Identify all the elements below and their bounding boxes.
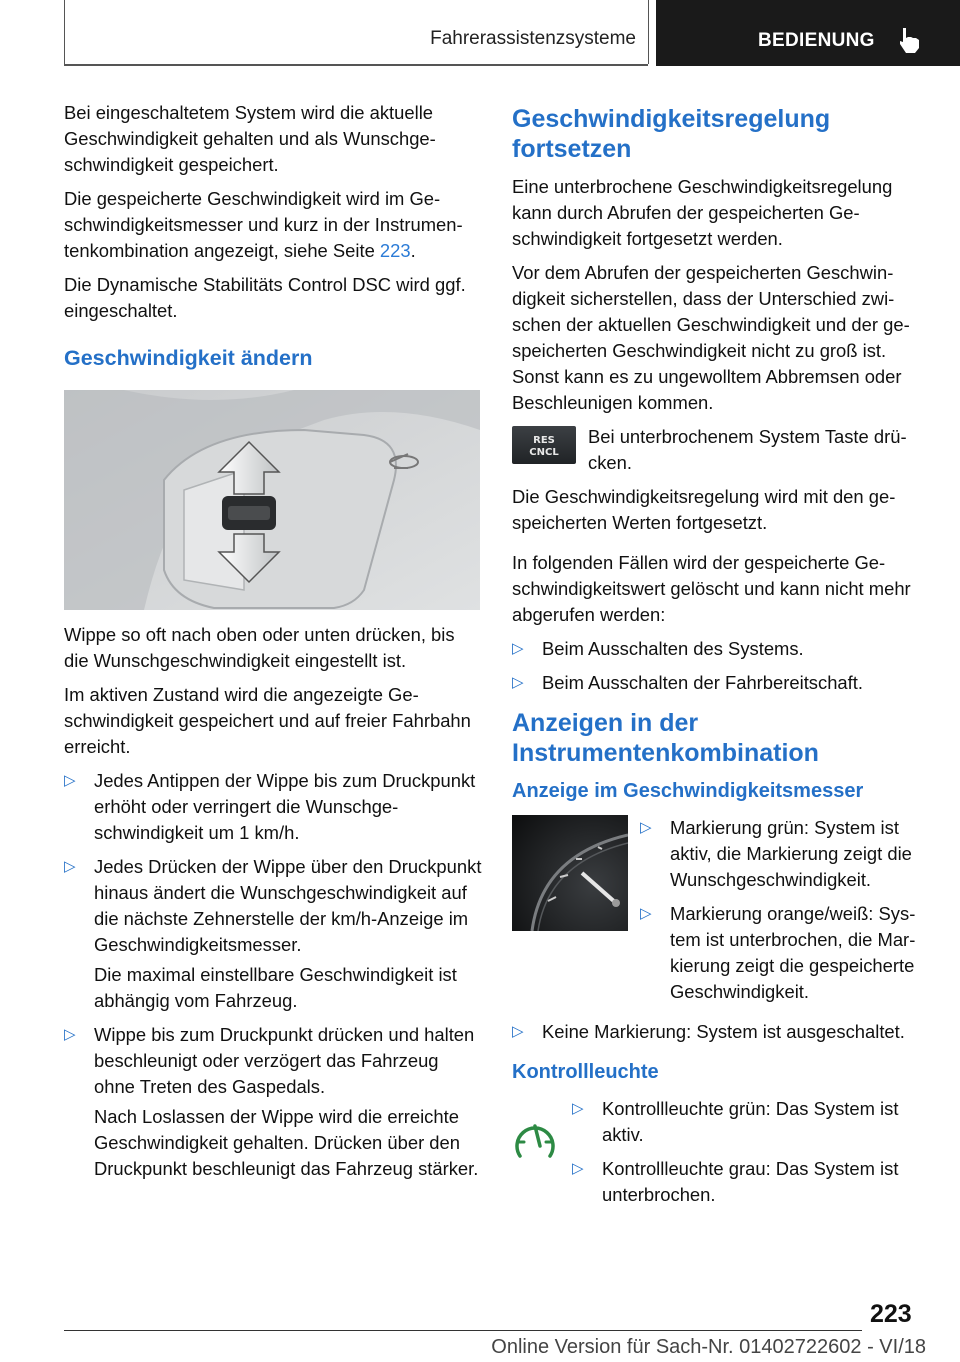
subsection-heading: Anzeige im Geschwindigkeitsmesser xyxy=(512,780,864,802)
res-label: RES xyxy=(533,435,555,446)
paragraph: Wippe so oft nach oben oder unten drücken, bis die Wunschgeschwindigkeit eingestellt ist. xyxy=(64,624,455,671)
gauge-row xyxy=(512,815,928,1013)
section-heading: Geschwindigkeit ändern xyxy=(64,346,313,370)
paragraph-with-link xyxy=(64,186,482,264)
list-text: Keine Markierung: System ist ausgeschaltet. xyxy=(542,1021,905,1042)
paragraph: Bei unterbrochenem System Taste drücken. xyxy=(588,426,907,473)
list-text: Kontrollleuchte grau: Das System ist unterbrochen. xyxy=(602,1158,899,1205)
triangle-bullet-icon: ▷ xyxy=(572,1160,584,1177)
triangle-bullet-icon: ▷ xyxy=(640,905,652,922)
list-item xyxy=(640,815,928,893)
list-text: Beim Ausschalten der Fahrbereitschaft. xyxy=(542,672,863,693)
bullet-list xyxy=(64,768,482,1182)
section-heading: Geschwindigkeitsregelung fortsetzen xyxy=(512,105,831,163)
triangle-bullet-icon: ▷ xyxy=(512,640,524,657)
text: . xyxy=(410,240,416,261)
list-item xyxy=(64,1022,482,1182)
footer-divider xyxy=(64,1330,862,1331)
triangle-bullet-icon: ▷ xyxy=(572,1100,584,1117)
list-text: Kontrollleuchte grün: Das System ist aktiv. xyxy=(602,1098,899,1145)
triangle-bullet-icon: ▷ xyxy=(512,674,524,691)
triangle-bullet-icon: ▷ xyxy=(64,858,76,875)
list-item xyxy=(512,1019,928,1045)
paragraph: Im aktiven Zustand wird die angezeigte Geschwindigkeit gespeichert und auf freier Fahrbahn erreicht. xyxy=(64,684,471,757)
header-divider-mid xyxy=(648,0,649,64)
online-version-note: Online Version für Sach-Nr. 01402722602 - VI/18 xyxy=(491,1336,926,1358)
speedometer-image xyxy=(512,815,628,931)
triangle-bullet-icon: ▷ xyxy=(640,819,652,836)
triangle-bullet-icon: ▷ xyxy=(512,1023,524,1040)
list-text: Markierung grün: System ist aktiv, die Markierung zeigt die Wunschgeschwindigkeit. xyxy=(670,817,912,890)
chapter-label: BEDIENUNG xyxy=(758,30,875,51)
res-cncl-button-icon xyxy=(512,426,576,464)
list-item xyxy=(512,636,928,662)
left-column xyxy=(64,100,482,1190)
list-text: Jedes Antippen der Wippe bis zum Druckpunkt erhöht oder verringert die Wunschgeschwindigkeit um 1 km/h. xyxy=(94,770,476,843)
list-item xyxy=(64,854,482,1014)
header-divider-left xyxy=(64,0,65,64)
indicator-bullet-list xyxy=(572,1096,928,1216)
list-item xyxy=(512,670,928,696)
text: Die gespeicherte Geschwindigkeit wird im Geschwindigkeitsmesser und kurz in der Instrumentenkombination angezeigt, siehe Seite xyxy=(64,188,463,261)
steering-wheel-rocker-photo xyxy=(64,390,480,610)
triangle-bullet-icon: ▷ xyxy=(64,772,76,789)
page-number: 223 xyxy=(870,1300,912,1328)
list-item xyxy=(64,768,482,846)
section-heading: Anzeigen in der Instrumentenkombination xyxy=(512,709,819,767)
list-text: Jedes Drücken der Wippe über den Druckpunkt hinaus ändert die Wunschgeschwindigkeit auf die nächste Zehnerstelle der km/h-Anzeige im Geschwindigkeitsmesser. xyxy=(94,856,482,955)
paragraph: Die Geschwindigkeitsregelung wird mit den gespeicherten Werten fortgesetzt. xyxy=(512,486,896,533)
triangle-bullet-icon: ▷ xyxy=(64,1026,76,1043)
bullet-list xyxy=(512,636,928,696)
list-text: Wippe bis zum Druckpunkt drücken und halten beschleunigt oder verzögert das Fahrzeug ohne Treten des Gaspedals. xyxy=(94,1024,475,1097)
list-text: Beim Ausschalten des Systems. xyxy=(542,638,804,659)
paragraph: Eine unterbrochene Geschwindigkeitsregelung kann durch Abrufen der gespeicherten Geschwindigkeit fortgesetzt werden. xyxy=(512,176,893,249)
res-button-row xyxy=(512,424,928,476)
page-link[interactable]: 223 xyxy=(379,240,411,261)
gauge-bullet-list xyxy=(640,815,928,1013)
hand-pointer-icon xyxy=(896,26,922,54)
list-subtext: Nach Loslassen der Wippe wird die erreichte Geschwindigkeit gehalten. Drücken über den Druckpunkt beschleunigt das Fahrzeug stärker. xyxy=(94,1106,479,1179)
paragraph: Bei eingeschaltetem System wird die aktuelle Geschwindigkeit gehalten und als Wunschgeschwindigkeit gespeichert. xyxy=(64,102,436,175)
paragraph: Die Dynamische Stabilitäts Control DSC wird ggf. eingeschaltet. xyxy=(64,274,466,321)
subsection-heading: Kontrollleuchte xyxy=(512,1061,659,1083)
section-title: Fahrerassistenzsysteme xyxy=(430,28,636,49)
cruise-control-indicator-icon xyxy=(512,1116,558,1162)
header-underline xyxy=(64,64,648,66)
list-item xyxy=(572,1096,928,1148)
paragraph: Vor dem Abrufen der gespeicherten Geschwindigkeit sicherstellen, dass der Unterschied zwischen der aktuellen Geschwindigkeit und der gespeicherten Geschwindigkeit nicht zu groß ist. Sonst kann es zu ungewolltem Abbremsen oder Beschleunigen kommen. xyxy=(512,262,910,413)
bullet-list xyxy=(512,1019,928,1045)
right-column xyxy=(512,100,928,1216)
indicator-row xyxy=(512,1096,928,1216)
list-item xyxy=(572,1156,928,1208)
list-text: Markierung orange/weiß: System ist unterbrochen, die Markierung zeigt die gespeicherte Geschwindigkeit. xyxy=(670,903,916,1002)
list-subtext: Die maximal einstellbare Geschwindigkeit ist abhängig vom Fahrzeug. xyxy=(94,964,457,1011)
cncl-label: CNCL xyxy=(529,447,559,458)
paragraph: In folgenden Fällen wird der gespeicherte Geschwindigkeitswert gelöscht und kann nicht mehr abgerufen werden: xyxy=(512,552,911,625)
list-item xyxy=(640,901,928,1005)
